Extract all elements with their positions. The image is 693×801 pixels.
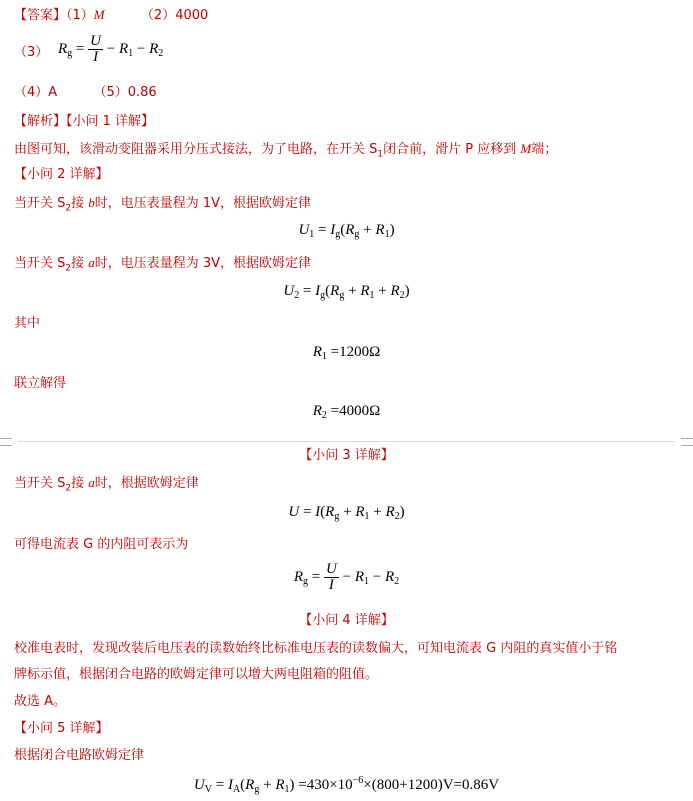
q4-line-2: 牌标示值，根据闭合电路的欧姆定律可以增大两电阻箱的阻值。 bbox=[14, 667, 379, 682]
r2-value: =4000Ω bbox=[330, 403, 381, 419]
q2-l1-c: 时，电压表量程为 1V，根据欧姆定律 bbox=[94, 196, 312, 211]
q5-line-1: 根据闭合电路欧姆定律 bbox=[14, 748, 145, 763]
q1-m: M bbox=[520, 141, 532, 156]
q2-l2-a: 当开关 S bbox=[14, 256, 66, 271]
formula-r1: $R_1 =1200\Omega$ bbox=[312, 344, 381, 362]
formula-u: $U = I(R_g + R_1 + R_2)$ bbox=[288, 504, 405, 522]
q3-title: 【小问 3 详解】 bbox=[299, 448, 394, 463]
q2-l2-b: 接 bbox=[71, 256, 89, 271]
q2-l1-var: b bbox=[88, 195, 95, 210]
formula-rg: $R_g$ = $\frac{U}{I}$ − $R_1 - R_2$ bbox=[293, 561, 400, 593]
q2-l2-c: 时，电压表量程为 3V，根据欧姆定律 bbox=[94, 256, 312, 271]
q1-sub: 1 bbox=[377, 149, 384, 160]
q1-text-a: 由图可知，该滑动变阻器采用分压式接法，为了电路，在开关 S bbox=[14, 142, 378, 157]
q3-line-2: 可得电流表 G 的内阻可表示为 bbox=[14, 537, 189, 552]
part-3-label: （3） bbox=[14, 45, 49, 60]
r1-value: =1200Ω bbox=[330, 344, 381, 360]
analysis-label: 【解析】 bbox=[14, 114, 67, 129]
formula-r2: $R_2 =4000\Omega$ bbox=[312, 403, 381, 421]
q4-title: 【小问 4 详解】 bbox=[299, 613, 394, 628]
q1-text bbox=[14, 140, 557, 164]
uv-calc-b: ×(800+1200)V=0.86V bbox=[363, 777, 500, 793]
answer-line-3 bbox=[14, 44, 48, 62]
q2-line-2 bbox=[14, 254, 311, 278]
q2-l1-sub: 2 bbox=[65, 203, 72, 214]
answer-label: 【答案】 bbox=[14, 8, 67, 23]
q1-text-b: 闭合前，滑片 P 应移到 bbox=[383, 142, 521, 157]
q5-title: 【小问 5 详解】 bbox=[14, 721, 109, 736]
q3-line-1 bbox=[14, 474, 199, 498]
q1-text-c: 端； bbox=[531, 142, 558, 157]
part-1-label: （1） bbox=[66, 8, 94, 23]
q2-line-1 bbox=[14, 194, 311, 218]
formula-u1: $U_1 = I_g(R_g + R_1)$ bbox=[298, 222, 395, 240]
analysis-header bbox=[14, 113, 154, 131]
q2-l2-var: a bbox=[88, 255, 95, 270]
part-2-label: （2） bbox=[140, 8, 176, 23]
q2-line-3: 其中 bbox=[14, 316, 41, 331]
q3-l1-var: a bbox=[88, 475, 95, 490]
q4-line-1: 校准电表时，发现改装后电压表的读数始终比标准电压表的读数偏大，可知电流表 G 内阻的真实值小于铭 bbox=[14, 641, 618, 656]
q4-line-3: 故选 A。 bbox=[14, 694, 67, 709]
q2-l1-b: 接 bbox=[71, 196, 89, 211]
part-1-value: M bbox=[93, 7, 105, 22]
q3-l1-sub: 2 bbox=[65, 483, 72, 494]
answer-line-1 bbox=[14, 6, 208, 25]
page-separator bbox=[0, 438, 693, 445]
uv-calc-a: =430×10 bbox=[298, 777, 353, 793]
formula-u2: $U_2 = I_g(R_g + R_1 + R_2)$ bbox=[283, 283, 410, 301]
q3-l1-c: 时，根据欧姆定律 bbox=[94, 476, 199, 491]
formula-uv: $U_V = I_A(R_g + R_1) =430\times 10^{-6}\times(800+1200)V=0.86V$ bbox=[193, 775, 500, 795]
q2-l1-a: 当开关 S bbox=[14, 196, 66, 211]
part-2-value: 4000 bbox=[175, 8, 209, 23]
part-5: （5）0.86 bbox=[93, 85, 157, 100]
q2-l2-sub: 2 bbox=[65, 263, 72, 274]
q2-line-4: 联立解得 bbox=[14, 376, 67, 391]
part-4: （4）A bbox=[14, 85, 58, 100]
uv-calc-exp: −6 bbox=[352, 775, 364, 786]
q2-title: 【小问 2 详解】 bbox=[14, 167, 109, 182]
answer-line-4-5 bbox=[14, 84, 157, 102]
q3-l1-a: 当开关 S bbox=[14, 476, 66, 491]
formula-rg-answer: $R_g$ = $\frac{U}{I}$ − $R_1 - R_2$ bbox=[58, 33, 164, 65]
q1-title: 【小问 1 详解】 bbox=[66, 114, 155, 129]
q3-l1-b: 接 bbox=[71, 476, 89, 491]
